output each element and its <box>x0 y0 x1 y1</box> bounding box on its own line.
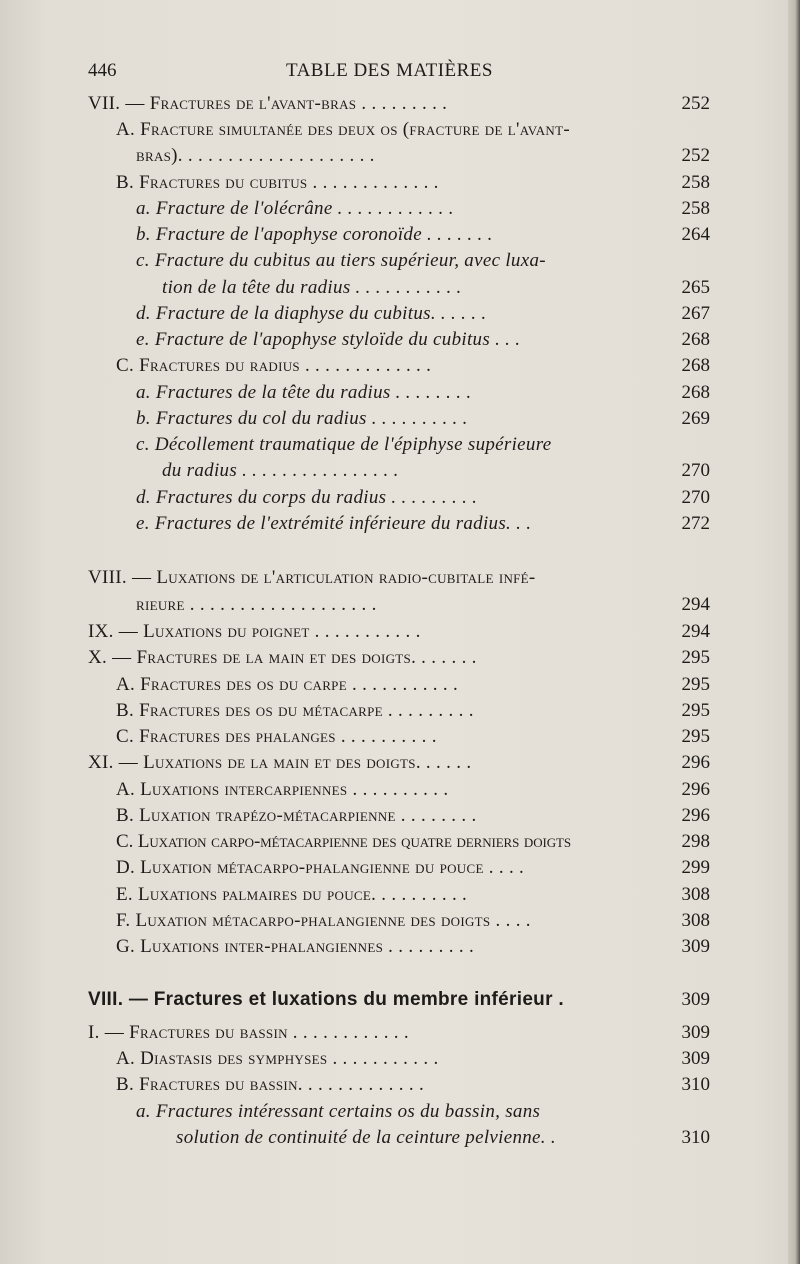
toc-entry-page: 296 <box>681 805 710 826</box>
toc-entry <box>0 92 800 116</box>
toc-entry-page: 252 <box>681 145 710 166</box>
toc-entry-page: 264 <box>681 224 710 245</box>
toc-entry-text: C. Fractures des phalanges . . . . . . . . . . <box>116 726 437 747</box>
toc-entry <box>0 1100 800 1124</box>
toc-section-heading: VIII. — Fractures et luxations du membre inférieur . <box>88 989 564 1010</box>
toc-entry-text: X. — Fractures de la main et des doigts. . . . . . . <box>88 647 477 668</box>
toc-entry <box>0 223 800 247</box>
toc-entry <box>0 354 800 378</box>
toc-entry-page: 310 <box>681 1074 710 1095</box>
toc-entry-text: A. Diastasis des symphyses . . . . . . . . . . . <box>116 1048 439 1069</box>
toc-entry <box>0 778 800 802</box>
toc-entry <box>0 988 800 1012</box>
toc-entry-page: 310 <box>681 1127 710 1148</box>
toc-entry <box>0 804 800 828</box>
toc-entry-page: 269 <box>681 408 710 429</box>
toc-entry <box>0 566 800 590</box>
toc-entry-text: B. Luxation trapézo-métacarpienne . . . . . . . . <box>116 805 477 826</box>
toc-entry-text: d. Fracture de la diaphyse du cubitus. . . . . . <box>136 303 487 324</box>
toc-entry <box>0 1126 800 1150</box>
toc-entry <box>0 673 800 697</box>
toc-entry <box>0 1073 800 1097</box>
toc-entry-text: E. Luxations palmaires du pouce. . . . . . . . . . <box>116 884 468 905</box>
toc-entry-page: 294 <box>681 621 710 642</box>
toc-entry-text: F. Luxation métacarpo-phalangienne des doigts . . . . <box>116 910 531 931</box>
toc-entry <box>0 620 800 644</box>
toc-entry-text: D. Luxation métacarpo-phalangienne du pouce . . . . <box>116 857 525 878</box>
toc-entry <box>0 725 800 749</box>
toc-entry-text: A. Luxations intercarpiennes . . . . . . . . . . <box>116 779 449 800</box>
toc-entry-text: A. Fracture simultanée des deux os (fracture de l'avant- <box>116 119 570 140</box>
toc-entry-text: solution de continuité de la ceinture pelvienne. . <box>176 1127 556 1148</box>
toc-entry-page: 296 <box>681 779 710 800</box>
toc-entry <box>0 486 800 510</box>
toc-entry-page: 299 <box>681 857 710 878</box>
toc-entry-page: 268 <box>681 329 710 350</box>
toc-entry-text: d. Fractures du corps du radius . . . . . . . . . <box>136 487 478 508</box>
toc-entry-text: bras). . . . . . . . . . . . . . . . . . . . <box>136 145 375 166</box>
toc-entry-page: 309 <box>681 936 710 957</box>
toc-entry-page: 267 <box>681 303 710 324</box>
toc-entry-page: 272 <box>681 513 710 534</box>
toc-entry-text: a. Fracture de l'olécrâne . . . . . . . . . . . . <box>136 198 454 219</box>
toc-entry <box>0 830 800 854</box>
toc-entry <box>0 699 800 723</box>
toc-entry <box>0 646 800 670</box>
toc-entry <box>0 328 800 352</box>
toc-entry-page: 295 <box>681 647 710 668</box>
toc-entry-text: VIII. — Luxations de l'articulation radio-cubitale infé- <box>88 567 536 588</box>
toc-entry <box>0 751 800 775</box>
toc-entry <box>0 1047 800 1071</box>
page-number: 446 <box>88 60 117 81</box>
toc-entry <box>0 593 800 617</box>
toc-entry-page: 265 <box>681 277 710 298</box>
toc-entry-text: C. Fractures du radius . . . . . . . . . . . . . <box>116 355 432 376</box>
toc-entry-page: 309 <box>681 1022 710 1043</box>
toc-entry-page: 295 <box>681 726 710 747</box>
toc-entry <box>0 433 800 457</box>
page-header <box>0 60 800 90</box>
toc-entry-text: a. Fractures de la tête du radius . . . . . . . . <box>136 382 472 403</box>
toc-entry-text: XI. — Luxations de la main et des doigts. . . . . . <box>88 752 472 773</box>
toc-entry-page: 270 <box>681 460 710 481</box>
toc-entry-page: 258 <box>681 198 710 219</box>
toc-entry <box>0 512 800 536</box>
toc-entry <box>0 459 800 483</box>
toc-entry-text: a. Fractures intéressant certains os du bassin, sans <box>136 1101 541 1122</box>
toc-entry <box>0 1021 800 1045</box>
toc-entry <box>0 407 800 431</box>
toc-entry-text: b. Fractures du col du radius . . . . . . . . . . <box>136 408 468 429</box>
toc-entry <box>0 856 800 880</box>
toc-entry <box>0 935 800 959</box>
toc-entry <box>0 276 800 300</box>
toc-entry <box>0 118 800 142</box>
toc-entry <box>0 883 800 907</box>
toc-entry-page: 309 <box>681 989 710 1010</box>
toc-entry-text: tion de la tête du radius . . . . . . . . . . . <box>162 277 462 298</box>
toc-entry <box>0 144 800 168</box>
toc-entry-text: C. Luxation carpo-métacarpienne des quatre derniers doigts <box>116 831 571 852</box>
toc-entry-text: B. Fractures du cubitus . . . . . . . . . . . . . <box>116 172 439 193</box>
toc-entry-page: 309 <box>681 1048 710 1069</box>
toc-entry-text: VII. — Fractures de l'avant-bras . . . . . . . . . <box>88 93 448 114</box>
toc-entry <box>0 302 800 326</box>
toc-entry-page: 308 <box>681 910 710 931</box>
toc-entry-page: 268 <box>681 355 710 376</box>
toc-entry-page: 294 <box>681 594 710 615</box>
toc-entry <box>0 381 800 405</box>
toc-entry-page: 270 <box>681 487 710 508</box>
toc-entry-text: e. Fracture de l'apophyse styloïde du cubitus . . . <box>136 329 521 350</box>
toc-entry-page: 252 <box>681 93 710 114</box>
toc-entry-text: du radius . . . . . . . . . . . . . . . . <box>162 460 399 481</box>
toc-entry-text: B. Fractures du bassin. . . . . . . . . . . . . <box>116 1074 425 1095</box>
toc-entry-text: e. Fractures de l'extrémité inférieure du radius. . . <box>136 513 532 534</box>
toc-entry-page: 295 <box>681 674 710 695</box>
toc-entry-text: c. Fracture du cubitus au tiers supérieur, avec luxa- <box>136 250 546 271</box>
toc-entry-text: c. Décollement traumatique de l'épiphyse supérieure <box>136 434 552 455</box>
toc-entry <box>0 909 800 933</box>
toc-entry-text: G. Luxations inter-phalangiennes . . . . . . . . . <box>116 936 475 957</box>
toc-entry-text: I. — Fractures du bassin . . . . . . . . . . . . <box>88 1022 409 1043</box>
toc-entry-page: 268 <box>681 382 710 403</box>
toc-entry-page: 308 <box>681 884 710 905</box>
toc-entry-page: 298 <box>681 831 710 852</box>
toc-entry-text: B. Fractures des os du métacarpe . . . . . . . . . <box>116 700 474 721</box>
toc-entry-page: 295 <box>681 700 710 721</box>
running-title: TABLE DES MATIÈRES <box>286 60 493 81</box>
toc-entry-text: rieure . . . . . . . . . . . . . . . . . . . <box>136 594 377 615</box>
toc-entry <box>0 249 800 273</box>
toc-entry-text: A. Fractures des os du carpe . . . . . . . . . . . <box>116 674 459 695</box>
toc-entry-page: 258 <box>681 172 710 193</box>
toc-entry <box>0 171 800 195</box>
toc-entry-text: b. Fracture de l'apophyse coronoïde . . . . . . . <box>136 224 493 245</box>
toc-entry-text: IX. — Luxations du poignet . . . . . . . . . . . <box>88 621 421 642</box>
toc-entry <box>0 197 800 221</box>
toc-entry-page: 296 <box>681 752 710 773</box>
